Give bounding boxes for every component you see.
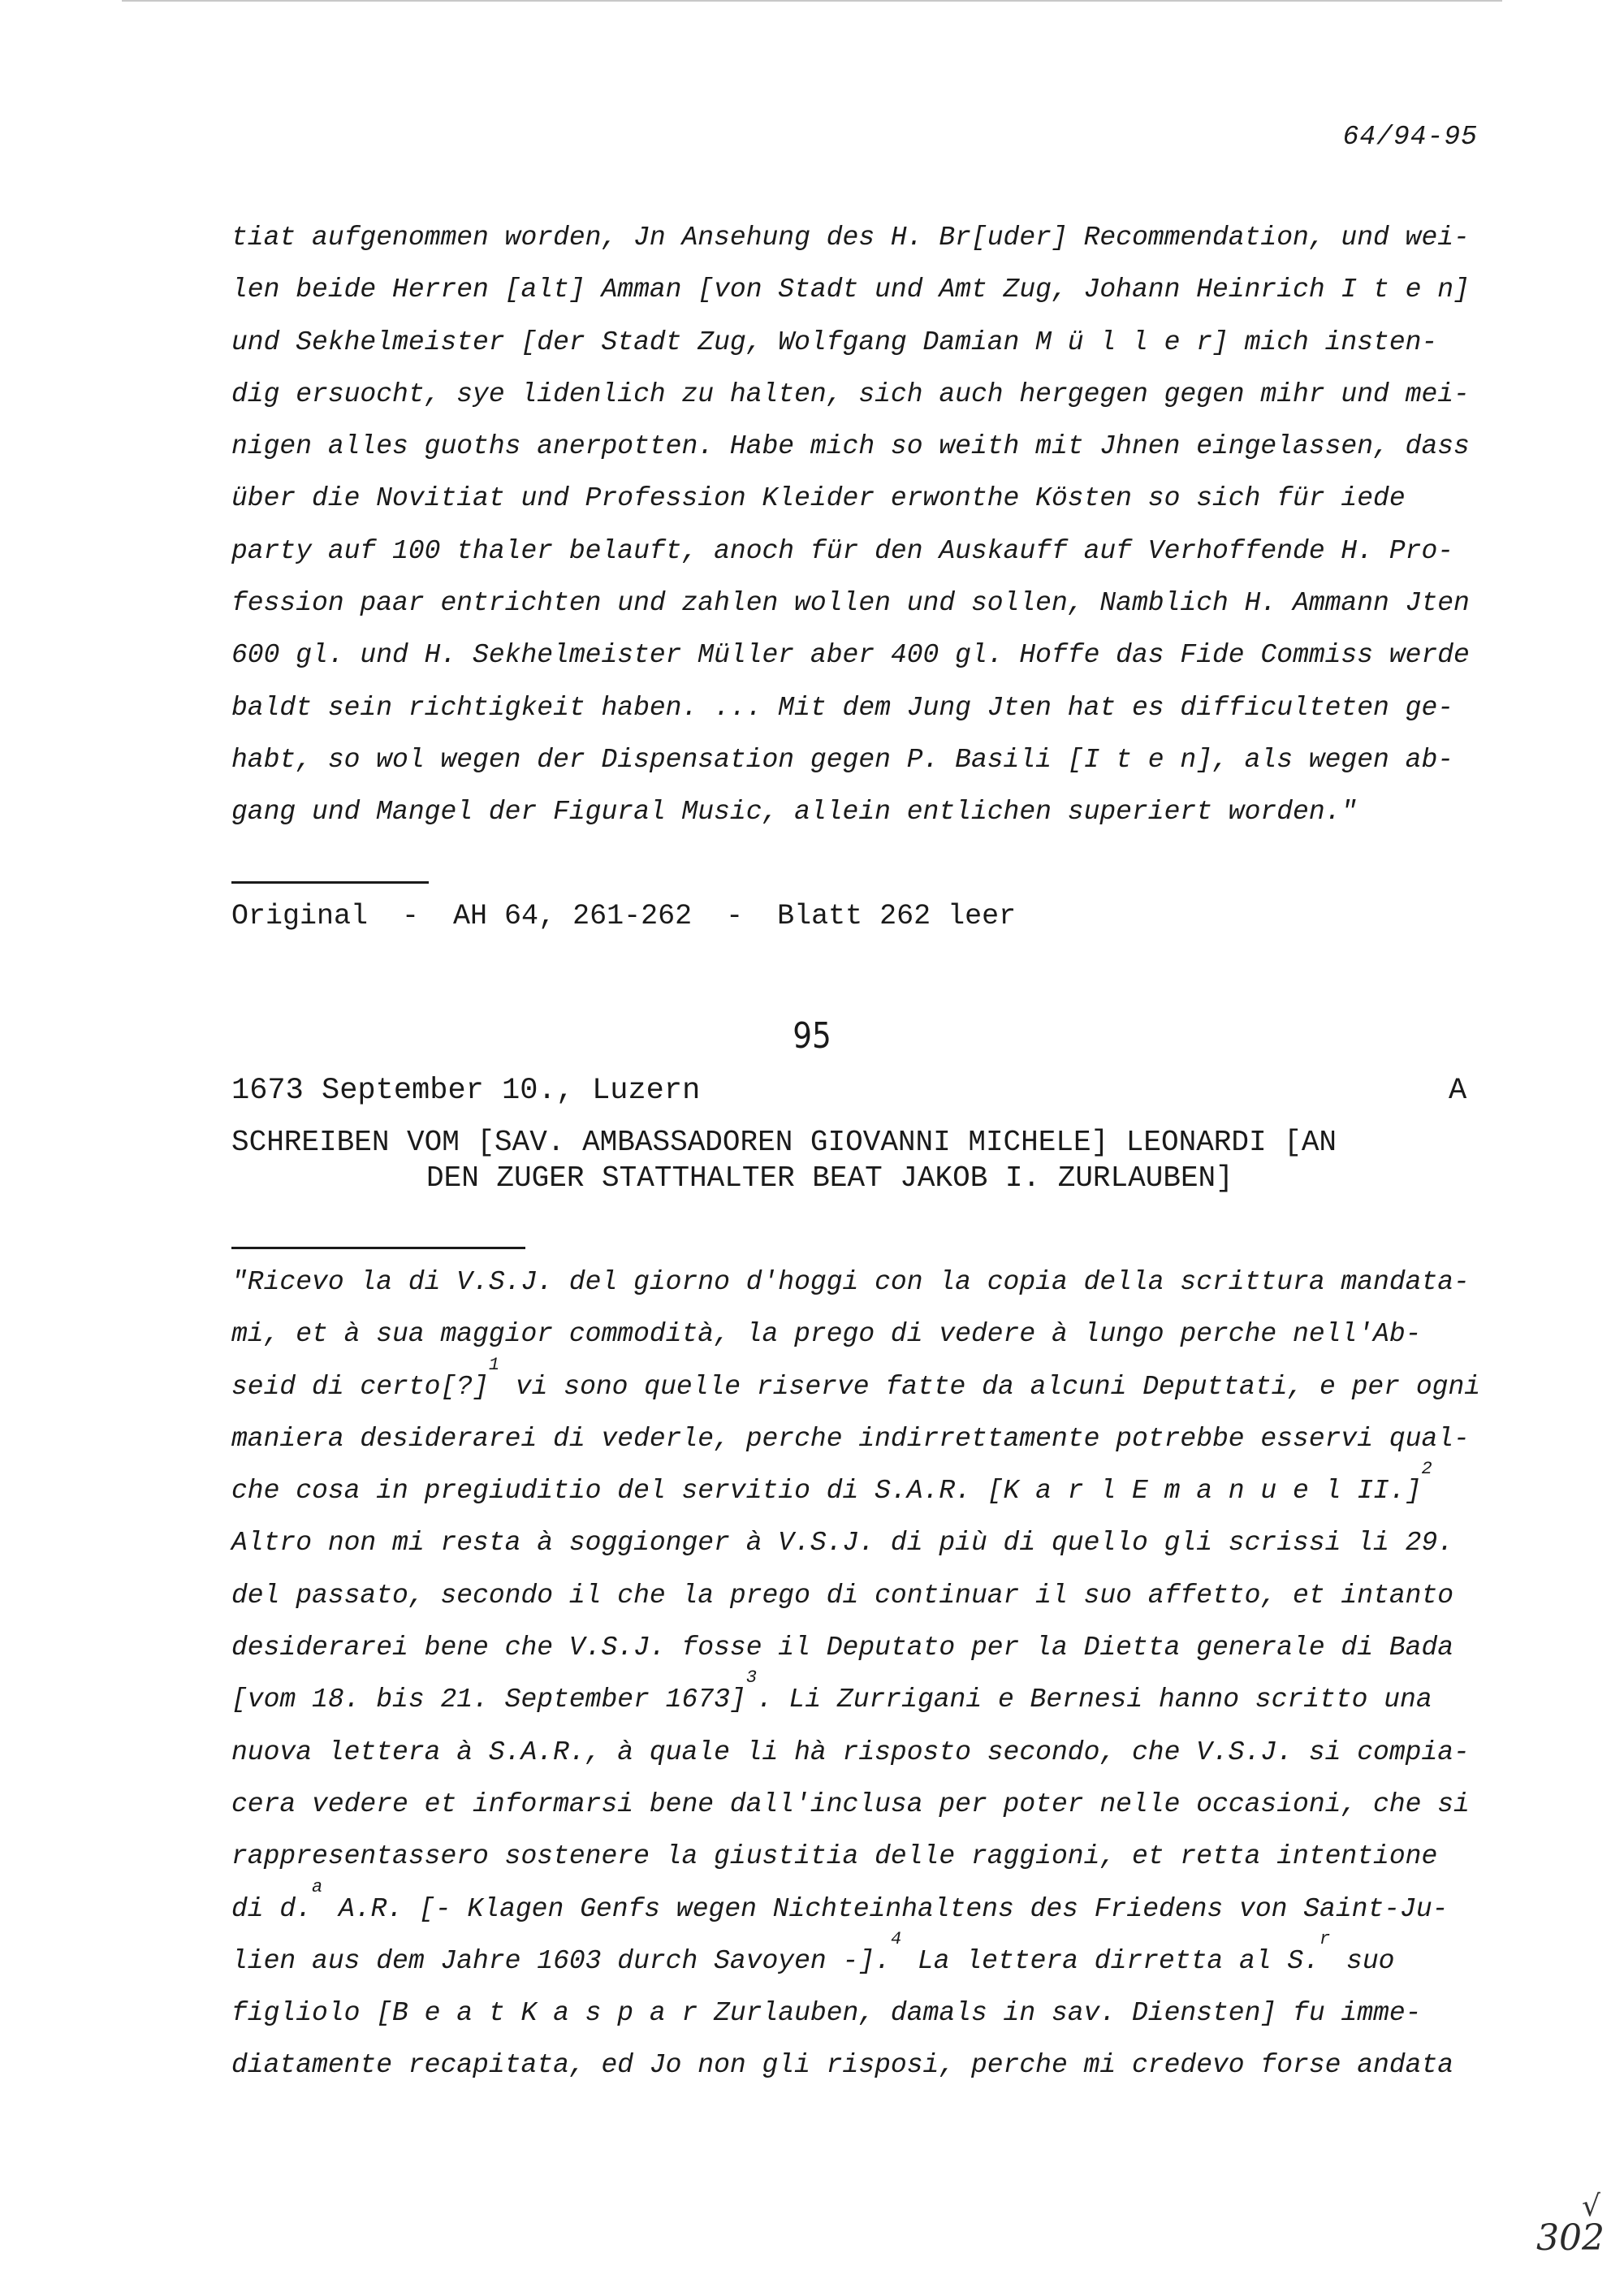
- text-segment: suo: [1330, 1945, 1395, 1976]
- heading-line-1: SCHREIBEN VOM [SAV. AMBASSADOREN GIOVANNI MICHELE] LEONARDI [AN: [231, 1126, 1337, 1159]
- footnote-marker: 2: [1421, 1459, 1432, 1480]
- footnote-separator: [231, 881, 429, 884]
- text-line: habt, so wol wegen der Dispensation gegen P. Basili [I t e n], als wegen ab-: [231, 744, 1454, 775]
- document-heading: [231, 1125, 1337, 1196]
- text-segment: . Li Zurrigani e Bernesi hanno scritto una: [756, 1685, 1432, 1715]
- text-line: gang und Mangel der Figural Music, allein entlichen superiert worden.": [231, 797, 1358, 828]
- text-line: nigen alles guoths anerpotten. Habe mich so weith mit Jhnen eingelassen, dass: [231, 431, 1470, 462]
- footnote-marker: 1: [488, 1354, 500, 1375]
- text-line: tiat aufgenommen worden, Jn Ansehung des H. Br[uder] Recommendation, und wei-: [231, 223, 1470, 253]
- text-line: [231, 1459, 1531, 1517]
- text-line: [231, 1876, 1531, 1935]
- text-line: len beide Herren [alt] Amman [von Stadt und Amt Zug, Johann Heinrich I t e n]: [231, 275, 1470, 305]
- superscript-abbreviation: r: [1320, 1928, 1331, 1949]
- text-segment: di d.: [231, 1893, 313, 1924]
- text-segment: A.R. [- Klagen Genfs wegen Nichteinhaltens des Friedens von Saint-Ju-: [322, 1893, 1449, 1924]
- text-line: [231, 1354, 1531, 1413]
- text-line: Altro non mi resta à soggionger à V.S.J. di più di quello gli scrissi li 29.: [231, 1528, 1454, 1559]
- text-line: diatamente recapitata, ed Jo non gli risposi, perche mi credevo forse andata: [231, 2050, 1454, 2081]
- text-line: party auf 100 thaler belauft, anoch für den Auskauff auf Verhoffende H. Pro-: [231, 535, 1454, 566]
- letter-text: [231, 1256, 1531, 2092]
- text-line: [231, 1928, 1531, 1987]
- text-line: del passato, secondo il che la prego di continuar il suo affetto, et intanto: [231, 1580, 1454, 1611]
- heading-separator: [231, 1247, 525, 1249]
- text-line: über die Novitiat und Profession Kleider erwonthe Kösten so sich für iede: [231, 483, 1406, 514]
- source-citation: Original - AH 64, 261-262 - Blatt 262 leer: [231, 900, 1017, 932]
- text-line: nuova lettera à S.A.R., à quale li hà risposto secondo, che V.S.J. si compia-: [231, 1737, 1470, 1767]
- text-line: und Sekhelmeister [der Stadt Zug, Wolfgang Damian M ü l l e r] mich insten-: [231, 327, 1438, 357]
- text-line: mi, et à sua maggior commodità, la prego di vedere à lungo perche nell'Ab-: [231, 1319, 1422, 1350]
- text-segment: lien aus dem Jahre 1603 durch Savoyen -].: [231, 1945, 891, 1976]
- text-line: rappresentassero sostenere la giustitia delle raggioni, et retta intentione: [231, 1841, 1438, 1872]
- footnote-marker: a: [312, 1876, 323, 1897]
- text-line: 600 gl. und H. Sekhelmeister Müller aber 400 gl. Hoffe das Fide Commiss werde: [231, 640, 1470, 671]
- text-segment: [vom 18. bis 21. September 1673]: [231, 1685, 746, 1715]
- text-segment: che cosa in pregiuditio del servitio di S.A.R. [K a r l E m a n u e l II.]: [231, 1476, 1422, 1507]
- text-line: cera vedere et informarsi bene dall'inclusa per poter nelle occasioni, che si: [231, 1788, 1470, 1819]
- text-line: "Ricevo la di V.S.J. del giorno d'hoggi con la copia della scrittura mandata-: [231, 1267, 1470, 1297]
- text-segment: vi sono quelle riserve fatte da alcuni Deputtati, e per ogni: [499, 1371, 1481, 1402]
- text-line: fession paar entrichten und zahlen wollen und sollen, Namblich H. Ammann Jten: [231, 588, 1470, 619]
- text-segment: La lettera dirretta al S.: [901, 1945, 1320, 1976]
- text-line: [231, 1667, 1531, 1726]
- text-segment: seid di certo[?]: [231, 1371, 489, 1402]
- heading-line-2: DEN ZUGER STATTHALTER BEAT JAKOB I. ZURLAUBEN]: [426, 1161, 1233, 1195]
- document-class-letter: A: [1449, 1074, 1467, 1108]
- footnote-marker: 4: [890, 1928, 902, 1949]
- text-line: maniera desiderarei di vederle, perche indirrettamente potrebbe esservi qual-: [231, 1423, 1470, 1454]
- page-reference: 64/94-95: [1342, 122, 1478, 152]
- text-line: baldt sein richtigkeit haben. ... Mit dem Jung Jten hat es difficulteten ge-: [231, 692, 1454, 723]
- document-number: 95: [793, 1015, 831, 1057]
- footnote-marker: 3: [745, 1667, 757, 1689]
- handwritten-check-mark: √: [1582, 2190, 1600, 2223]
- handwritten-folio-number: 302: [1536, 2217, 1605, 2259]
- document-date-place: 1673 September 10., Luzern: [231, 1074, 701, 1108]
- continued-letter-text: [231, 212, 1531, 839]
- text-line: desiderarei bene che V.S.J. fosse il Deputato per la Dietta generale di Bada: [231, 1633, 1454, 1663]
- page-top-edge: [122, 0, 1502, 2]
- text-line: dig ersuocht, sye lidenlich zu halten, sich auch hergegen gegen mihr und mei-: [231, 378, 1470, 409]
- text-line: figliolo [B e a t K a s p a r Zurlauben, damals in sav. Diensten] fu imme-: [231, 1998, 1422, 2029]
